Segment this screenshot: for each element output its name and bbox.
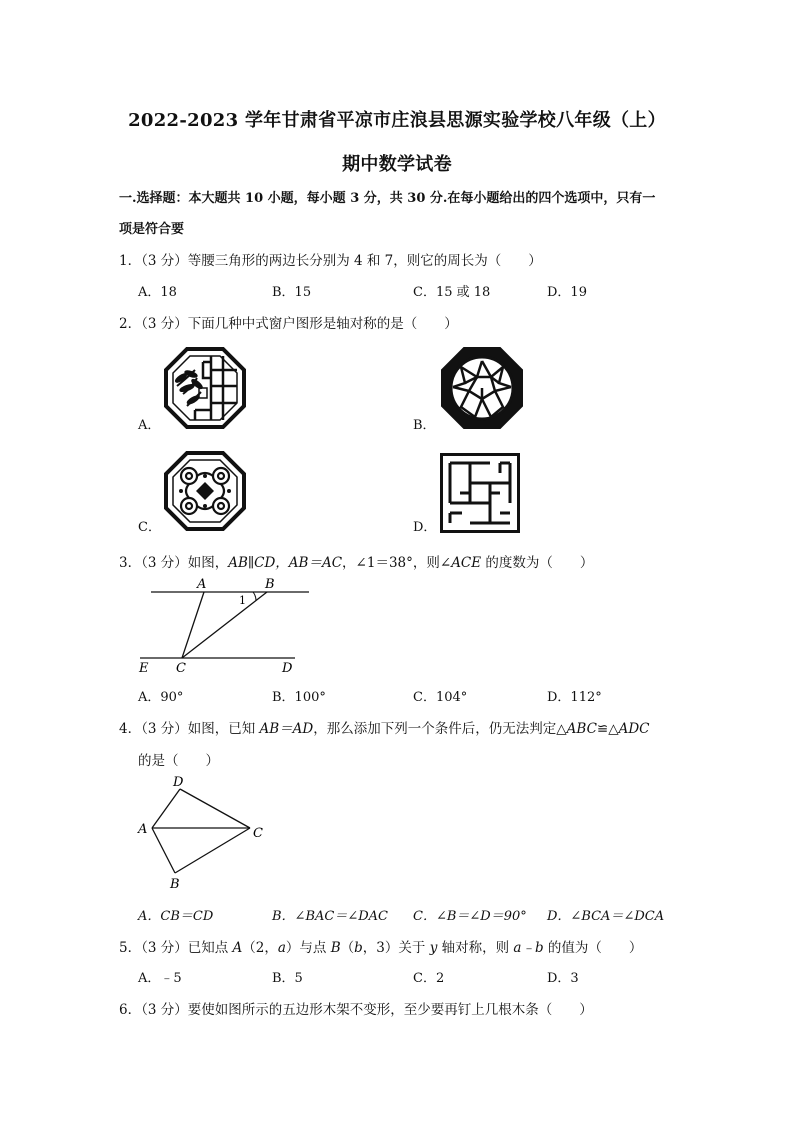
window-a-image: [165, 348, 245, 428]
question-5-option-a: A．﹣5: [138, 971, 182, 986]
question-5-option-b: B．5: [272, 971, 303, 986]
question-2-option-a: A．: [138, 418, 161, 433]
q5-expr: a﹣b: [513, 940, 544, 956]
question-5-stem: [119, 936, 642, 956]
q5-stem-mid2: 轴对称，则: [437, 940, 514, 956]
q4-label-c: C: [253, 826, 263, 841]
q3-stem-ace: ACE: [451, 555, 482, 571]
q3-label-c: C: [176, 661, 186, 676]
q3-stem-prefix: 3．（3 分）如图，: [119, 555, 229, 571]
question-3-option-c: C．104°: [413, 690, 468, 705]
q3-stem-math: AB∥CD，AB＝AC: [228, 555, 343, 571]
q3-stem-suffix: 的度数为（ ）: [481, 555, 594, 571]
window-b-image: [441, 347, 523, 429]
section-heading: 一.选择题：本大题共 10 小题，每小题 3 分，共 30 分.在每小题给出的四个选项中，只有一: [119, 191, 656, 206]
question-4-stem: [119, 717, 650, 737]
exam-title-line2: 期中数学试卷: [342, 154, 452, 175]
question-3-option-b: B．100°: [272, 690, 326, 705]
q4-stem-cong: ≌△: [596, 721, 619, 737]
q5-point-a-coords: （2，: [242, 940, 278, 956]
question-4-option-b: B．∠BAC＝∠DAC: [272, 909, 388, 924]
q4-label-b: B: [170, 877, 180, 892]
q3-label-a: A: [197, 577, 207, 592]
q5-stem-prefix: 5．（3 分）已知点: [119, 940, 233, 956]
q4-stem-prefix: 4．（3 分）如图，已知: [119, 721, 260, 737]
q3-label-b: B: [265, 577, 275, 592]
section-heading-cont: 项是符合要: [119, 222, 185, 237]
question-5-option-c: C．2: [413, 971, 445, 986]
q4-label-a: A: [138, 822, 148, 837]
q5-point-b: B: [330, 940, 341, 956]
q3-label-d: D: [282, 661, 293, 676]
question-5-option-d: D．3: [547, 971, 579, 986]
q4-stem-mid: ，那么添加下列一个条件后，仍无法判定△: [313, 721, 567, 737]
question-6-stem: 6．（3 分）要使如图所示的五边形木架不变形，至少要再钉上几根木条（ ）: [119, 1002, 593, 1018]
q4-stem-abc: ABC: [566, 721, 597, 737]
q5-axis-y: y: [429, 940, 438, 956]
q3-label-e: E: [139, 661, 149, 676]
q4-stem-eq: AB＝AD: [259, 721, 314, 737]
question-2-option-b: B．: [413, 418, 436, 433]
window-d-image: [440, 453, 520, 533]
question-1-stem: 1．（3 分）等腰三角形的两边长分别为 4 和 7，则它的周长为（ ）: [119, 253, 542, 269]
question-2-option-d: D．: [413, 520, 437, 535]
question-4-option-c: C．∠B＝∠D＝90°: [413, 909, 527, 924]
question-1-option-b: B．15: [272, 285, 312, 300]
question-3-stem: [119, 551, 593, 571]
q4-stem-adc: ADC: [618, 721, 650, 737]
question-3-figure: [135, 575, 315, 675]
question-3-option-d: D．112°: [547, 690, 602, 705]
question-1-option-a: A．18: [138, 285, 177, 300]
question-1-option-c: C．15 或 18: [413, 285, 491, 300]
q5-point-b-open: （: [340, 940, 355, 956]
q3-stem-mid: ，∠1＝38°，则∠: [342, 555, 452, 571]
q5-var-a: a: [277, 940, 286, 956]
window-c-image: [165, 452, 245, 530]
question-1-option-d: D．19: [547, 285, 587, 300]
q5-var-b: b: [354, 940, 363, 956]
q3-label-angle-1: 1: [239, 594, 246, 607]
question-4-figure: [135, 773, 275, 893]
question-4-option-d: D．∠BCA＝∠DCA: [547, 909, 665, 924]
q4-label-d: D: [173, 775, 184, 790]
question-2-stem: 2．（3 分）下面几种中式窗户图形是轴对称的是（ ）: [119, 316, 458, 332]
question-4-option-a: A．CB＝CD: [138, 909, 214, 924]
question-2-option-c: C．: [138, 520, 161, 535]
q5-point-a: A: [232, 940, 243, 956]
q5-stem-mid1: ）与点: [285, 940, 331, 956]
question-3-option-a: A．90°: [138, 690, 184, 705]
exam-title-line1: 2022-2023 学年甘肃省平凉市庄浪县思源实验学校八年级（上）: [128, 110, 666, 131]
question-4-stem-cont: 的是（ ）: [138, 753, 219, 769]
q5-point-b-rest: ，3）关于: [362, 940, 430, 956]
q5-stem-suffix: 的值为（ ）: [543, 940, 643, 956]
